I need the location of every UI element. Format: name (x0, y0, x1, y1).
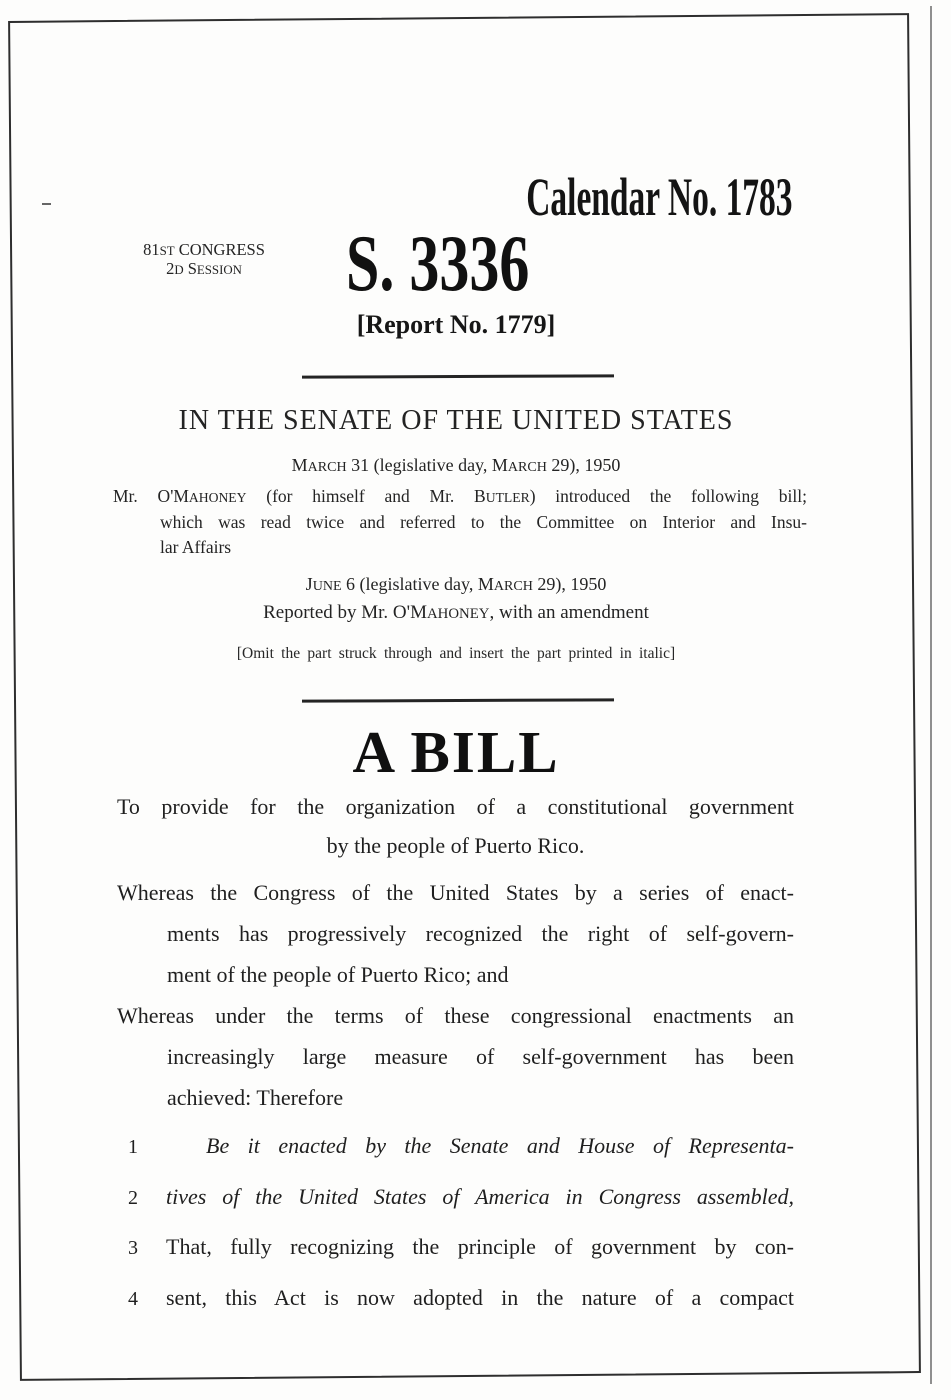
bill-body-line: sent, this Act is now adopted in the nature of a compact (166, 1285, 794, 1310)
report-date: JUNE 6 (legislative day, MARCH 29), 1950 (305, 574, 607, 594)
whereas-2-line-1: Whereas under the terms of these congressional enactments an (117, 1003, 794, 1028)
reported-by-line: Reported by Mr. O'MAHONEY, with an amendment (263, 602, 649, 623)
bill-text-line-2 (118, 1181, 794, 1213)
introduction-line-3: lar Affairs (160, 537, 232, 557)
introduction-line-2: which was read twice and referred to the Committee on Interior and Insu- (160, 512, 807, 532)
bill-title (117, 787, 794, 865)
line-number: 4 (128, 1288, 138, 1310)
line-number: 1 (128, 1136, 138, 1158)
calendar-number: Calendar No. 1783 (526, 167, 793, 227)
bill-text-line-4 (118, 1282, 794, 1314)
report-number: [Report No. 1779] (356, 310, 556, 339)
line-number: 3 (128, 1237, 138, 1259)
introduction-date: MARCH 31 (legislative day, MARCH 29), 1950 (291, 455, 621, 475)
bill-title-line-2: by the people of Puerto Rico. (326, 833, 585, 858)
line-number: 2 (128, 1187, 138, 1209)
scan-artifact (42, 203, 51, 205)
congress-session-block (120, 241, 288, 279)
bill-heading: A BILL (352, 719, 560, 785)
whereas-2-line-3: achieved: Therefore (167, 1085, 344, 1110)
enacting-clause-line: Be it enacted by the Senate and House of Representa- (206, 1133, 794, 1158)
bill-number: S. 3336 (346, 220, 530, 308)
bill-body-line: That, fully recognizing the principle of government by con- (166, 1234, 794, 1259)
introduction-paragraph (113, 484, 807, 560)
whereas-clause-1 (117, 872, 794, 995)
bill-title-line-1: To provide for the organization of a constitutional government (117, 794, 794, 819)
bill-text-line-1 (118, 1130, 794, 1162)
whereas-1-line-3: ment of the people of Puerto Rico; and (167, 962, 509, 987)
whereas-1-line-1: Whereas the Congress of the United States by a series of enact- (117, 880, 794, 905)
bill-text-line-3 (118, 1231, 794, 1263)
introduction-line-1: Mr. O'MAHONEY (for himself and Mr. BUTLER) introduced the following bill; (113, 486, 807, 506)
senate-heading: IN THE SENATE OF THE UNITED STATES (178, 405, 734, 436)
whereas-1-line-2: ments has progressively recognized the right of self-govern- (167, 921, 794, 946)
enacting-clause-line: tives of the United States of America in Congress assembled, (166, 1184, 794, 1209)
congress-line: 81ST CONGRESS (143, 240, 265, 259)
amendment-instruction-note: [Omit the part struck through and insert the part printed in italic] (236, 645, 676, 662)
whereas-clause-2 (117, 995, 794, 1118)
whereas-2-line-2: increasingly large measure of self-government has been (167, 1044, 794, 1069)
session-line: 2D SESSION (166, 259, 242, 278)
scan-edge-line (930, 6, 932, 1384)
